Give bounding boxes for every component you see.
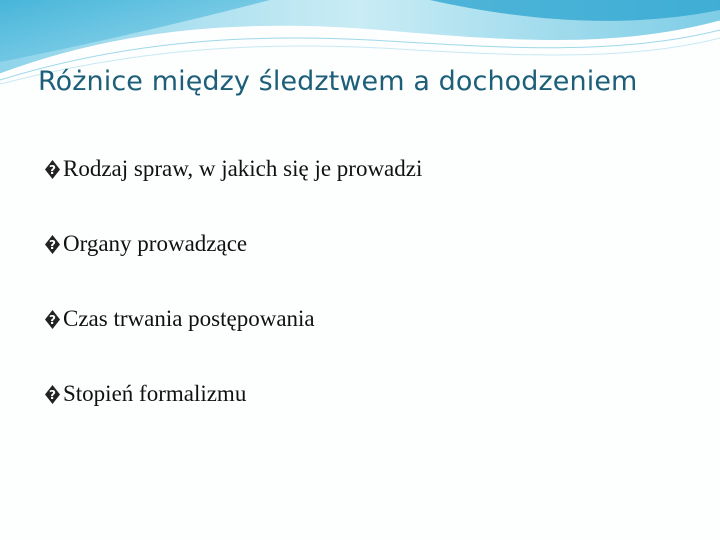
bullet-item [45,231,422,306]
svg-text:?: ? [49,163,56,177]
replacement-character-icon [45,385,60,404]
svg-text:?: ? [49,238,56,252]
bullet-item [45,156,422,231]
bullet-text: Czas trwania postępowania [63,306,315,331]
svg-text:?: ? [49,313,56,327]
replacement-character-icon [45,310,60,329]
bullet-text: Stopień formalizmu [63,381,247,406]
replacement-character-icon [45,160,60,179]
bullet-list [45,156,422,456]
bullet-item [45,381,422,456]
bullet-item [45,306,422,381]
slide-title: Różnice między śledztwem a dochodzeniem [38,66,638,97]
bullet-text: Rodzaj spraw, w jakich się je prowadzi [63,156,423,181]
replacement-character-icon [45,235,60,254]
bullet-text: Organy prowadzące [63,231,248,256]
svg-text:?: ? [49,388,56,402]
